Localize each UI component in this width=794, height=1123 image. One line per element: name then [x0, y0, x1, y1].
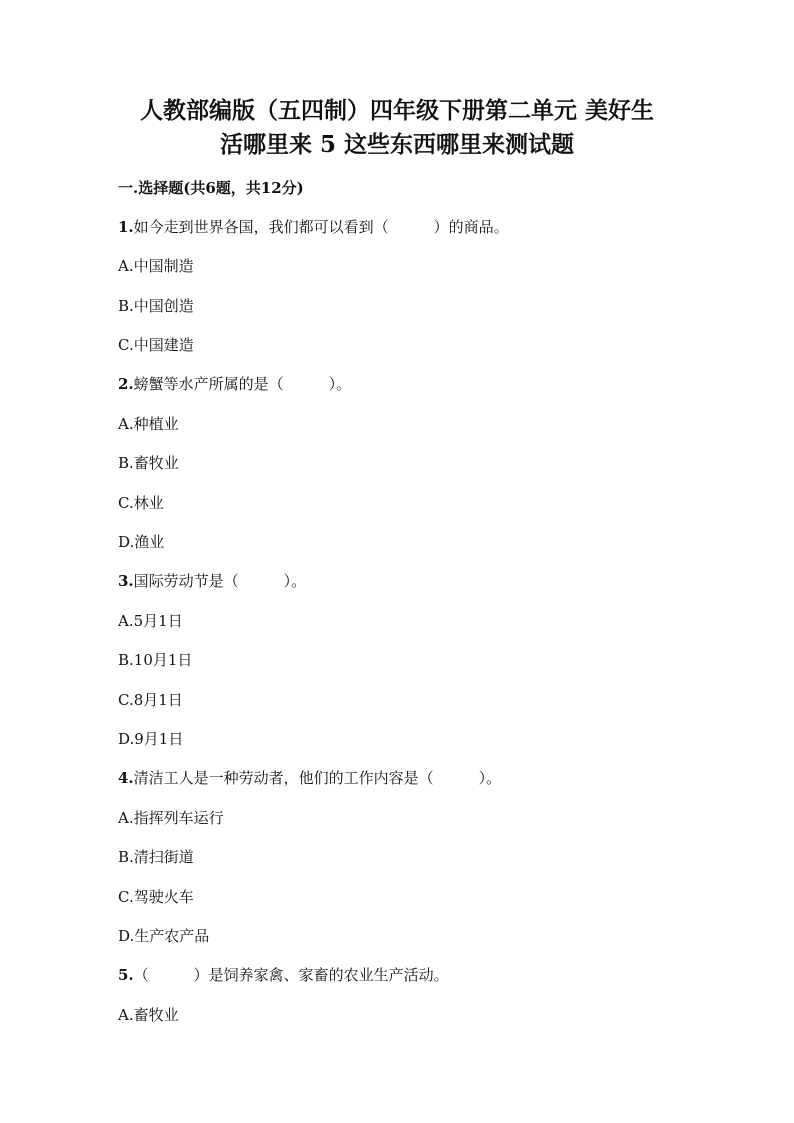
question-text: （ ）是饲养家禽、家畜的农业生产活动。	[133, 966, 449, 984]
section-heading: 一.选择题(共6题，共12分)	[118, 179, 304, 197]
question-number: 3.	[118, 572, 134, 590]
question-5-option-a: A.畜牧业	[118, 1006, 179, 1024]
question-4-option-c: C.驾驶火车	[118, 888, 194, 906]
question-2-option-a: A.种植业	[118, 415, 179, 433]
document-title-line-1: 人教部编版（五四制）四年级下册第二单元 美好生	[139, 97, 654, 124]
question-2-option-b: B.畜牧业	[118, 454, 179, 472]
question-text: 清洁工人是一种劳动者，他们的工作内容是（ ）。	[133, 769, 502, 787]
question-3-option-d: D.9月1日	[118, 730, 184, 748]
question-text: 如今走到世界各国，我们都可以看到（ ）的商品。	[133, 218, 509, 236]
question-5	[118, 965, 449, 985]
document-title-line-2: 活哪里来 5 这些东西哪里来测试题	[219, 131, 575, 158]
question-3-option-b: B.10月1日	[118, 651, 193, 669]
question-1-option-c: C.中国建造	[118, 336, 194, 354]
question-1	[118, 217, 509, 237]
question-1-option-b: B.中国创造	[118, 297, 194, 315]
question-1-option-a: A.中国制造	[118, 257, 194, 275]
question-3-option-a: A.5月1日	[118, 612, 183, 630]
question-3	[118, 571, 306, 591]
question-text: 螃蟹等水产所属的是（ ）。	[133, 375, 352, 393]
question-4	[118, 768, 501, 788]
question-number: 5.	[118, 966, 134, 984]
question-4-option-d: D.生产农产品	[118, 927, 210, 945]
question-2-option-c: C.林业	[118, 494, 164, 512]
question-4-option-a: A.指挥列车运行	[118, 809, 224, 827]
question-number: 4.	[118, 769, 134, 787]
question-number: 2.	[118, 375, 134, 393]
question-2	[118, 374, 351, 394]
question-2-option-d: D.渔业	[118, 533, 165, 551]
question-text: 国际劳动节是（ ）。	[133, 572, 307, 590]
question-number: 1.	[118, 218, 134, 236]
question-3-option-c: C.8月1日	[118, 691, 183, 709]
question-4-option-b: B.清扫街道	[118, 848, 194, 866]
